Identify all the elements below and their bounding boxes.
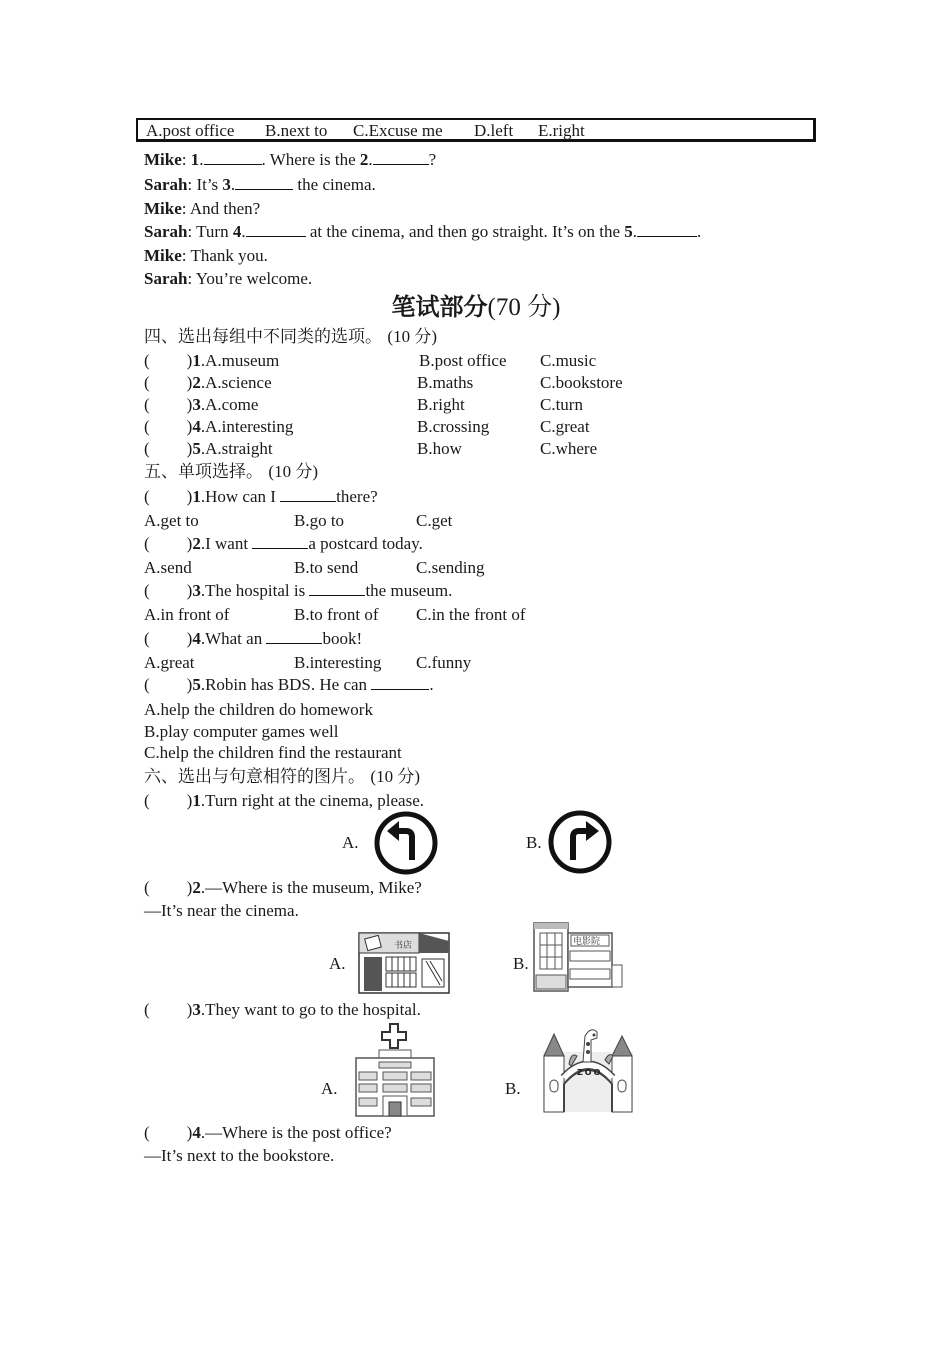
option-c: C.bookstore: [540, 373, 623, 392]
section4-heading: 四、选出每组中不同类的选项。 (10 分): [144, 327, 437, 347]
speaker-name: Sarah: [144, 175, 188, 194]
speaker-name: Mike: [144, 199, 182, 218]
option-a: A.great: [144, 653, 195, 672]
zoo-sign: ZOO: [577, 1068, 603, 1077]
zoo-gate-icon[interactable]: [541, 1022, 635, 1114]
option-c: C.in the front of: [416, 605, 526, 624]
section6-heading: 六、选出与句意相符的图片。 (10 分): [144, 767, 420, 787]
option-c: C.where: [540, 439, 598, 458]
dialogue-line: Sarah: You’re welcome.: [144, 269, 313, 288]
option-a: A.get to: [144, 511, 199, 530]
answer-blank[interactable]: [373, 150, 429, 165]
dialogue-line: Sarah: Turn 4. at the cinema, and then go straight. It’s on the 5. .: [144, 222, 702, 241]
option-c: C.turn: [540, 395, 583, 414]
word-bank-box: [136, 118, 816, 142]
option-c: C.sending: [416, 558, 485, 577]
section4-item-1: ( )1.A.museum: [144, 351, 280, 370]
dialogue-line: Mike: Thank you.: [144, 246, 268, 265]
word-bank-option: E.right: [538, 121, 585, 140]
written-part-title: 笔试部分(70 分): [391, 293, 561, 321]
option-b: B.interesting: [294, 653, 382, 672]
section4-item-4: ( )4.A.interesting: [144, 417, 294, 436]
turn-right-sign-icon[interactable]: [546, 808, 614, 876]
speaker-name: Mike: [144, 246, 182, 265]
dialogue-line: Mike: And then?: [144, 199, 261, 218]
section5-question-1: ( )1.How can I there?: [144, 487, 378, 506]
option-b: B.go to: [294, 511, 345, 530]
section5-question-4: ( )4.What an book!: [144, 629, 363, 648]
option-c: C.great: [540, 417, 590, 436]
option-b: B.to front of: [294, 605, 379, 624]
answer-blank[interactable]: [309, 581, 365, 596]
option-b-label: B.: [526, 833, 542, 852]
word-bank-option: B.next to: [265, 121, 328, 140]
answer-blank[interactable]: [204, 150, 262, 165]
speaker-name: Sarah: [144, 269, 188, 288]
option-a-label: A.: [329, 954, 346, 973]
answer-blank[interactable]: [235, 175, 293, 190]
option-a: A.in front of: [144, 605, 230, 624]
answer-line: —It’s near the cinema.: [144, 901, 299, 920]
answer-blank[interactable]: [266, 629, 322, 644]
dialogue-line: Mike: 1. . Where is the 2. ?: [144, 150, 437, 169]
option-b: B.how: [417, 439, 462, 458]
hospital-building-icon[interactable]: [353, 1020, 437, 1118]
option-c: C.funny: [416, 653, 472, 672]
option-b-label: B.: [513, 954, 529, 973]
answer-blank[interactable]: [252, 534, 308, 549]
answer-line: —It’s next to the bookstore.: [144, 1146, 335, 1165]
option-c: C.help the children find the restaurant: [144, 743, 402, 762]
answer-blank[interactable]: [371, 675, 429, 690]
section6-question-3: ( )3.They want to go to the hospital.: [144, 1000, 421, 1019]
speaker-name: Sarah: [144, 222, 188, 241]
word-bank-option: D.left: [474, 121, 514, 140]
section5-question-5: ( )5.Robin has BDS. He can .: [144, 675, 434, 694]
option-b: B.to send: [294, 558, 359, 577]
option-b: B.post office: [419, 351, 507, 370]
option-a-label: A.: [321, 1079, 338, 1098]
section6-question-2: ( )2.—Where is the museum, Mike?: [144, 878, 422, 897]
cinema-building-icon[interactable]: [531, 921, 625, 993]
section4-item-2: ( )2.A.science: [144, 373, 272, 392]
option-c: C.get: [416, 511, 453, 530]
bookstore-sign: 书店: [394, 941, 413, 951]
cinema-sign: 电影院: [573, 937, 601, 947]
answer-blank[interactable]: [637, 222, 697, 237]
option-a-label: A.: [342, 833, 359, 852]
speaker-name: Mike: [144, 150, 182, 169]
section4-item-5: ( )5.A.straight: [144, 439, 273, 458]
option-b: B.maths: [417, 373, 474, 392]
section5-question-2: ( )2.I want a postcard today.: [144, 534, 423, 553]
word-bank-option: A.post office: [146, 121, 235, 140]
option-b: B.crossing: [417, 417, 490, 436]
option-b: B.play computer games well: [144, 722, 339, 741]
option-b-label: B.: [505, 1079, 521, 1098]
section4-item-3: ( )3.A.come: [144, 395, 259, 414]
option-b: B.right: [417, 395, 465, 414]
section6-question-1: ( )1.Turn right at the cinema, please.: [144, 791, 424, 810]
word-bank-option: C.Excuse me: [353, 121, 443, 140]
answer-blank[interactable]: [246, 222, 306, 237]
dialogue-line: Sarah: It’s 3. the cinema.: [144, 175, 376, 194]
option-c: C.music: [540, 351, 597, 370]
bookstore-building-icon[interactable]: [358, 931, 452, 995]
option-a: A.help the children do homework: [144, 700, 373, 719]
option-a: A.send: [144, 558, 192, 577]
section5-question-3: ( )3.The hospital is the museum.: [144, 581, 453, 600]
answer-blank[interactable]: [280, 487, 336, 502]
turn-left-sign-icon[interactable]: [372, 810, 440, 876]
section5-heading: 五、单项选择。 (10 分): [144, 462, 318, 482]
section6-question-4: ( )4.—Where is the post office?: [144, 1123, 392, 1142]
